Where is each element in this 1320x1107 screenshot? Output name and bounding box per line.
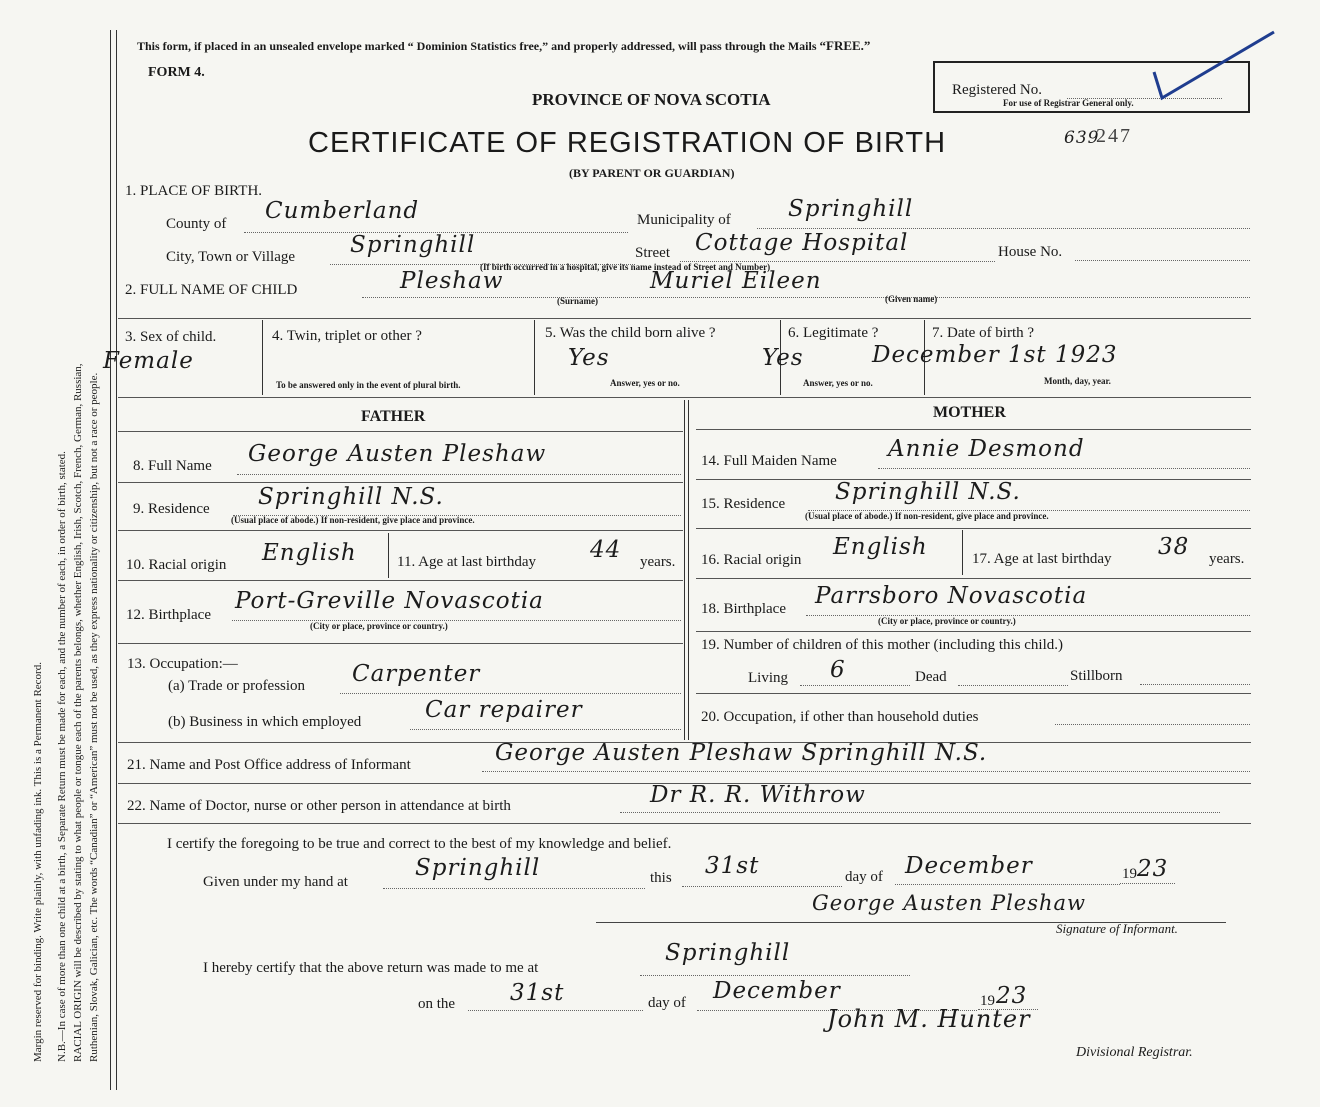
father-heading: FATHER — [361, 408, 426, 425]
year-prefix: 19 — [1122, 866, 1137, 882]
informant-value: George Austen Pleshaw Springhill N.S. — [495, 740, 988, 766]
sex-label: 3. Sex of child. — [125, 329, 217, 345]
mother-years: years. — [1209, 551, 1245, 567]
father-race-value: English — [262, 540, 357, 566]
given-day-dotline — [682, 886, 842, 887]
mother-race-div — [962, 530, 963, 575]
mother-stillborn-dotline — [1140, 684, 1250, 685]
twin-label: 4. Twin, triplet or other ? — [272, 328, 422, 344]
surname-caption: (Surname) — [557, 296, 598, 306]
day-of-label: day of — [845, 869, 883, 885]
father-occ-label: 13. Occupation:— — [127, 656, 238, 672]
certificate-subtitle: (BY PARENT OR GUARDIAN) — [569, 166, 735, 180]
rule-lower-3 — [118, 823, 1251, 824]
mother-dead-dotline — [958, 685, 1068, 686]
father-business-dotline — [410, 729, 681, 730]
mother-name-value: Annie Desmond — [888, 436, 1085, 462]
dob-value: December 1st 1923 — [872, 342, 1118, 368]
col-div-2 — [534, 320, 535, 395]
form-number: FORM 4. — [148, 65, 205, 80]
municipality-dotline — [757, 228, 1250, 229]
mail-notice — [137, 38, 870, 54]
county-label: County of — [166, 216, 227, 232]
stamped-number: 247 — [1096, 125, 1132, 147]
registrar-caption: Divisional Registrar. — [1076, 1045, 1193, 1060]
father-trade-dotline — [340, 693, 681, 694]
father-business-value: Car repairer — [425, 697, 583, 723]
mother-bp-caption: (City or place, province or country.) — [878, 616, 1016, 626]
mother-res-value: Springhill N.S. — [835, 479, 1021, 505]
rule-top — [118, 318, 1251, 319]
handwritten-number: 639 — [1064, 128, 1100, 148]
mother-name-label: 14. Full Maiden Name — [701, 453, 837, 469]
informant-label: 21. Name and Post Office address of Informant — [127, 757, 411, 773]
given-place-dotline — [383, 888, 645, 889]
cert-statement: I certify the foregoing to be true and correct to the best of my knowledge and belief. — [167, 836, 672, 852]
reg-month: December — [713, 978, 841, 1004]
rule-father-2 — [118, 482, 683, 483]
mother-bp-dotline — [806, 615, 1250, 616]
doctor-dotline — [620, 812, 1220, 813]
rule-father-3 — [118, 530, 683, 531]
rule-father-4 — [118, 580, 683, 581]
mother-dead-label: Dead — [915, 669, 947, 685]
father-bp-caption: (City or place, province or country.) — [310, 621, 448, 631]
mother-occ-dotline — [1055, 724, 1250, 725]
given-year: 23 — [1137, 856, 1169, 882]
county-value: Cumberland — [265, 198, 420, 224]
mother-bp-value: Parrsboro Novascotia — [815, 583, 1088, 609]
rule-mother-6 — [696, 693, 1251, 694]
child-name-dotline — [362, 297, 1250, 298]
certificate-title: CERTIFICATE OF REGISTRATION OF BIRTH — [308, 127, 947, 159]
father-race-label: 10. Racial origin — [126, 557, 227, 573]
municipality-value: Springhill — [788, 196, 914, 222]
mother-race-value: English — [833, 534, 928, 560]
municipality-label: Municipality of — [637, 212, 731, 228]
father-trade-value: Carpenter — [352, 661, 481, 687]
rule-mother-4 — [696, 578, 1251, 579]
mother-living-value: 6 — [830, 657, 846, 683]
mother-occ-label: 20. Occupation, if other than household duties — [701, 709, 979, 725]
province-title: PROVINCE OF NOVA SCOTIA — [532, 90, 771, 109]
mother-bp-label: 18. Birthplace — [701, 601, 786, 617]
side-note-2: N.B.—In case of more than one child at a birth, a Separate Return must be made for each, and the number of each, in order of birth, stated. — [56, 451, 68, 1062]
margin-rule-1 — [110, 30, 111, 1090]
father-age-label: 11. Age at last birthday — [397, 554, 536, 570]
place-label: 1. PLACE OF BIRTH. — [125, 183, 263, 199]
rule-father-1 — [118, 431, 683, 432]
given-day: 31st — [705, 853, 760, 879]
doctor-value: Dr R. R. Withrow — [650, 782, 866, 808]
street-label: Street — [635, 245, 670, 261]
registrar-statement: I hereby certify that the above return was made to me at — [203, 960, 539, 976]
legit-caption: Answer, yes or no. — [803, 378, 873, 388]
alive-label: 5. Was the child born alive ? — [545, 325, 716, 341]
alive-value: Yes — [568, 345, 610, 371]
city-value: Springhill — [350, 232, 476, 258]
rule-mother-3 — [696, 528, 1251, 529]
given-month-dotline — [895, 884, 1120, 885]
informant-dotline — [482, 771, 1250, 772]
legit-value: Yes — [762, 345, 804, 371]
reg-day: 31st — [510, 980, 565, 1006]
reg-year-prefix: 19 — [980, 993, 995, 1009]
dob-caption: Month, day, year. — [1044, 376, 1111, 386]
reg-year: 23 — [996, 983, 1028, 1009]
father-res-value: Springhill N.S. — [258, 484, 444, 510]
hospital-note: (If birth occurred in a hospital, give its name instead of Street and Number) — [480, 262, 771, 272]
mother-stillborn-label: Stillborn — [1070, 668, 1123, 684]
mother-name-dotline — [878, 468, 1250, 469]
doctor-label: 22. Name of Doctor, nurse or other person in attendance at birth — [127, 798, 511, 814]
this-label: this — [650, 870, 672, 886]
reg-day-dotline — [468, 1010, 643, 1011]
registrar-signature: John M. Hunter — [827, 1005, 1031, 1033]
on-the-label: on the — [418, 996, 456, 1012]
alive-caption: Answer, yes or no. — [610, 378, 680, 388]
father-years: years. — [640, 554, 676, 570]
mother-res-caption: (Usual place of abode.) If non-resident, give place and province. — [805, 511, 1049, 521]
mother-age-value: 38 — [1158, 534, 1190, 560]
given-label: Given under my hand at — [203, 874, 348, 890]
father-bp-label: 12. Birthplace — [126, 607, 211, 623]
margin-rule-2 — [116, 30, 117, 1090]
rule-father-5 — [118, 643, 683, 644]
twin-note: To be answered only in the event of plural birth. — [276, 380, 461, 390]
house-label: House No. — [998, 244, 1063, 260]
mother-heading: MOTHER — [933, 404, 1006, 421]
sex-value: Female — [103, 348, 194, 374]
father-bp-dotline — [232, 620, 681, 621]
informant-signature: George Austen Pleshaw — [812, 891, 1087, 915]
registrar-place: Springhill — [665, 940, 791, 966]
mother-age-label: 17. Age at last birthday — [972, 551, 1112, 567]
dob-label: 7. Date of birth ? — [932, 325, 1035, 341]
rule-mother-1 — [696, 429, 1251, 430]
side-note-4: Ruthenian, Slovak, Galician, etc. The words “Canadian” or “American” must not be used, as they express nationality or citizenship, but not a race or people. — [88, 372, 100, 1062]
father-name-dotline — [237, 474, 681, 475]
father-bp-value: Port-Greville Novascotia — [235, 588, 544, 614]
given-month: December — [905, 853, 1033, 879]
legit-label: 6. Legitimate ? — [788, 325, 879, 341]
father-res-caption: (Usual place of abode.) If non-resident, give place and province. — [231, 515, 475, 525]
father-name-label: 8. Full Name — [133, 458, 212, 474]
side-note-3: RACIAL ORIGIN will be described by stating to what people or tongue each of the parents belongs, whether English, Irish, Scotch, French, German, Russian, — [72, 363, 84, 1062]
father-res-label: 9. Residence — [133, 501, 210, 517]
sig-caption: Signature of Informant. — [1056, 921, 1178, 936]
registered-label: Registered No. — [952, 82, 1042, 98]
checkmark-icon — [1140, 28, 1280, 102]
rule-mother-5 — [696, 631, 1251, 632]
rule-3 — [118, 397, 1251, 398]
mail-free-text: “FREE.” — [819, 38, 871, 53]
father-trade-label: (a) Trade or profession — [168, 678, 306, 694]
mother-children-label: 19. Number of children of this mother (including this child.) — [701, 637, 1064, 653]
child-given-name: Muriel Eileen — [650, 268, 822, 294]
col-div-1 — [262, 320, 263, 395]
mother-race-label: 16. Racial origin — [701, 552, 802, 568]
father-name-value: George Austen Pleshaw — [248, 441, 547, 467]
registered-note: For use of Registrar General only. — [1003, 98, 1134, 108]
mother-res-label: 15. Residence — [701, 496, 786, 512]
city-label: City, Town or Village — [166, 249, 296, 265]
given-place: Springhill — [415, 855, 541, 881]
mother-living-label: Living — [748, 670, 788, 686]
side-note-1: Margin reserved for binding. Write plainly, with unfading ink. This is a Permanent Record. — [32, 662, 44, 1062]
registrar-place-dotline — [640, 975, 910, 976]
reg-day-of-label: day of — [648, 995, 686, 1011]
house-dotline — [1075, 260, 1250, 261]
father-race-div — [388, 533, 389, 578]
street-value: Cottage Hospital — [695, 230, 909, 256]
given-year-dotline — [1120, 883, 1175, 884]
center-divider-2 — [688, 400, 689, 740]
center-divider-1 — [684, 400, 685, 740]
father-business-label: (b) Business in which employed — [168, 714, 362, 730]
mail-notice-text: This form, if placed in an unsealed envelope marked “ Dominion Statistics free,” and properly addressed, will pass through the Mails — [137, 39, 817, 53]
child-name-label: 2. FULL NAME OF CHILD — [125, 282, 298, 298]
mother-living-dotline — [800, 685, 910, 686]
father-age-value: 44 — [590, 537, 622, 563]
given-caption: (Given name) — [885, 294, 938, 304]
child-surname: Pleshaw — [400, 268, 504, 294]
